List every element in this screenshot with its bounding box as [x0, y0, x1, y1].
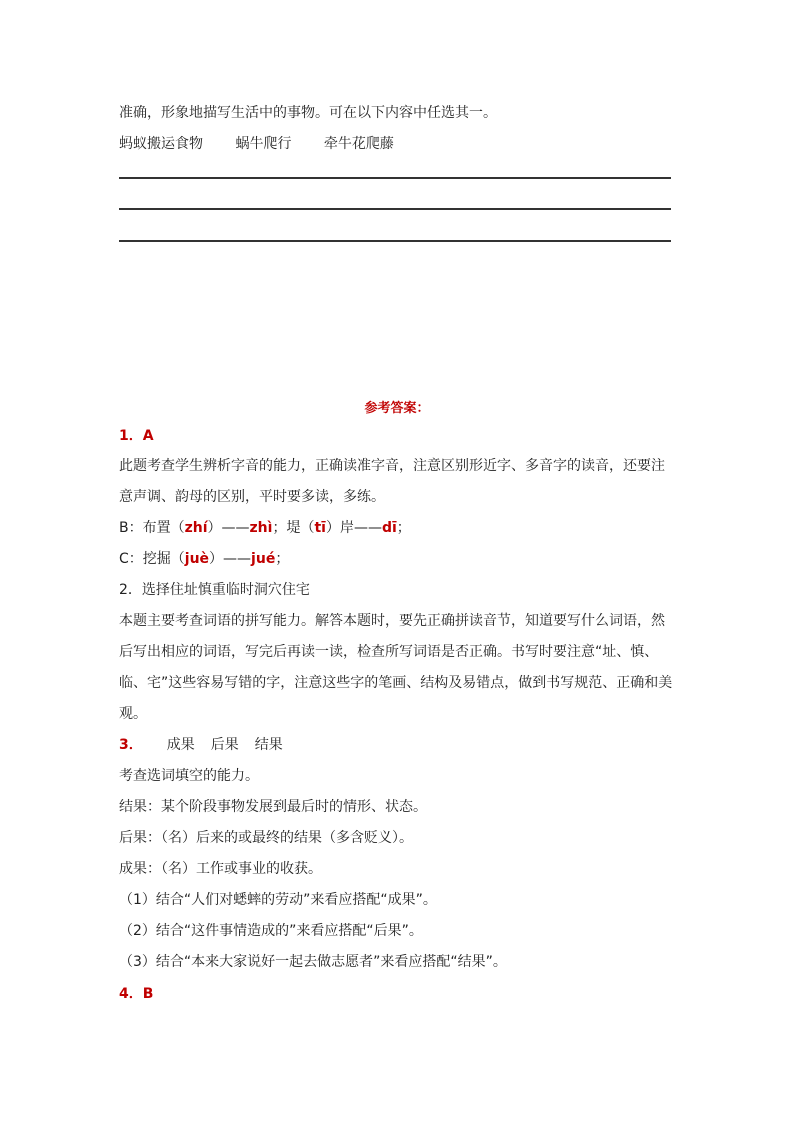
topic-option: 蜗牛爬行 — [235, 136, 292, 152]
answer-word: 成果 — [166, 737, 195, 753]
q3-explanation: （2）结合“这件事情造成的”来看应搭配“后果”。 — [119, 923, 423, 939]
answer-word: 结果 — [254, 737, 283, 753]
intro-text: 准确，形象地描写生活中的事物。可在以下内容中任选其一。 — [119, 105, 497, 121]
q1-option-c — [119, 549, 289, 569]
q2-explanation: 临、宅”这些容易写错的字，注意这些字的笔画、结构及易错点，做到书写规范、正确和美 — [119, 675, 673, 691]
text-segment: ； — [396, 520, 411, 536]
q1-answer: 1．A — [119, 428, 154, 444]
text-segment: ）—— — [207, 520, 250, 536]
pinyin: jué — [251, 551, 276, 567]
text-segment: C：挖掘（ — [119, 551, 185, 567]
text-segment: B：布置（ — [119, 520, 185, 536]
answers-title: 参考答案： — [364, 401, 430, 416]
q2-explanation: 观。 — [119, 706, 147, 722]
q1-explanation: 此题考查学生辨析字音的能力，正确读准字音，注意区别形近字、多音字的读音，还要注 — [119, 458, 665, 474]
q3-explanation: （3）结合“本来大家说好一起去做志愿者”来看应搭配“结果”。 — [119, 954, 507, 970]
answer-line — [119, 177, 671, 179]
pinyin: juè — [184, 551, 210, 567]
text-segment: ）—— — [209, 551, 252, 567]
q2-answer: 2．选择住址慎重临时洞穴住宅 — [119, 582, 310, 598]
q2-explanation: 本题主要考查词语的拼写能力。解答本题时，要先正确拼读音节，知道要写什么词语，然 — [119, 613, 665, 629]
text-segment: ；堤（ — [272, 520, 315, 536]
q3-explanation: 结果：某个阶段事物发展到最后时的情形、状态。 — [119, 799, 427, 815]
question-number: 3． — [119, 737, 143, 753]
text-segment: ； — [275, 551, 290, 567]
text-segment: ）岸—— — [325, 520, 382, 536]
answer-word: 后果 — [210, 737, 239, 753]
q2-explanation: 后写出相应的词语，写完后再读一读，检查所写词语是否正确。书写时要注意“址、慎、 — [119, 644, 659, 660]
q1-explanation: 意声调、韵母的区别，平时要多读，多练。 — [119, 489, 385, 505]
q1-option-b — [119, 518, 411, 538]
topic-option: 牵牛花爬藤 — [323, 136, 394, 152]
q3-explanation: 考查选词填空的能力。 — [119, 768, 259, 784]
q4-answer: 4．B — [119, 986, 154, 1002]
pinyin: tī — [314, 520, 326, 536]
topic-options — [119, 134, 422, 154]
q3-explanation: 后果：（名）后来的或最终的结果（多含贬义）。 — [119, 830, 413, 846]
pinyin: zhì — [249, 520, 273, 536]
q3-answer — [119, 735, 299, 755]
q3-explanation: 成果：（名）工作或事业的收获。 — [119, 861, 322, 877]
answer-line — [119, 240, 671, 242]
pinyin: zhí — [184, 520, 208, 536]
answer-line — [119, 208, 671, 210]
topic-option: 蚂蚁搬运食物 — [119, 136, 203, 152]
q3-explanation: （1）结合“人们对蟋蟀的劳动”来看应搭配“成果”。 — [119, 892, 437, 908]
pinyin: dī — [381, 520, 397, 536]
